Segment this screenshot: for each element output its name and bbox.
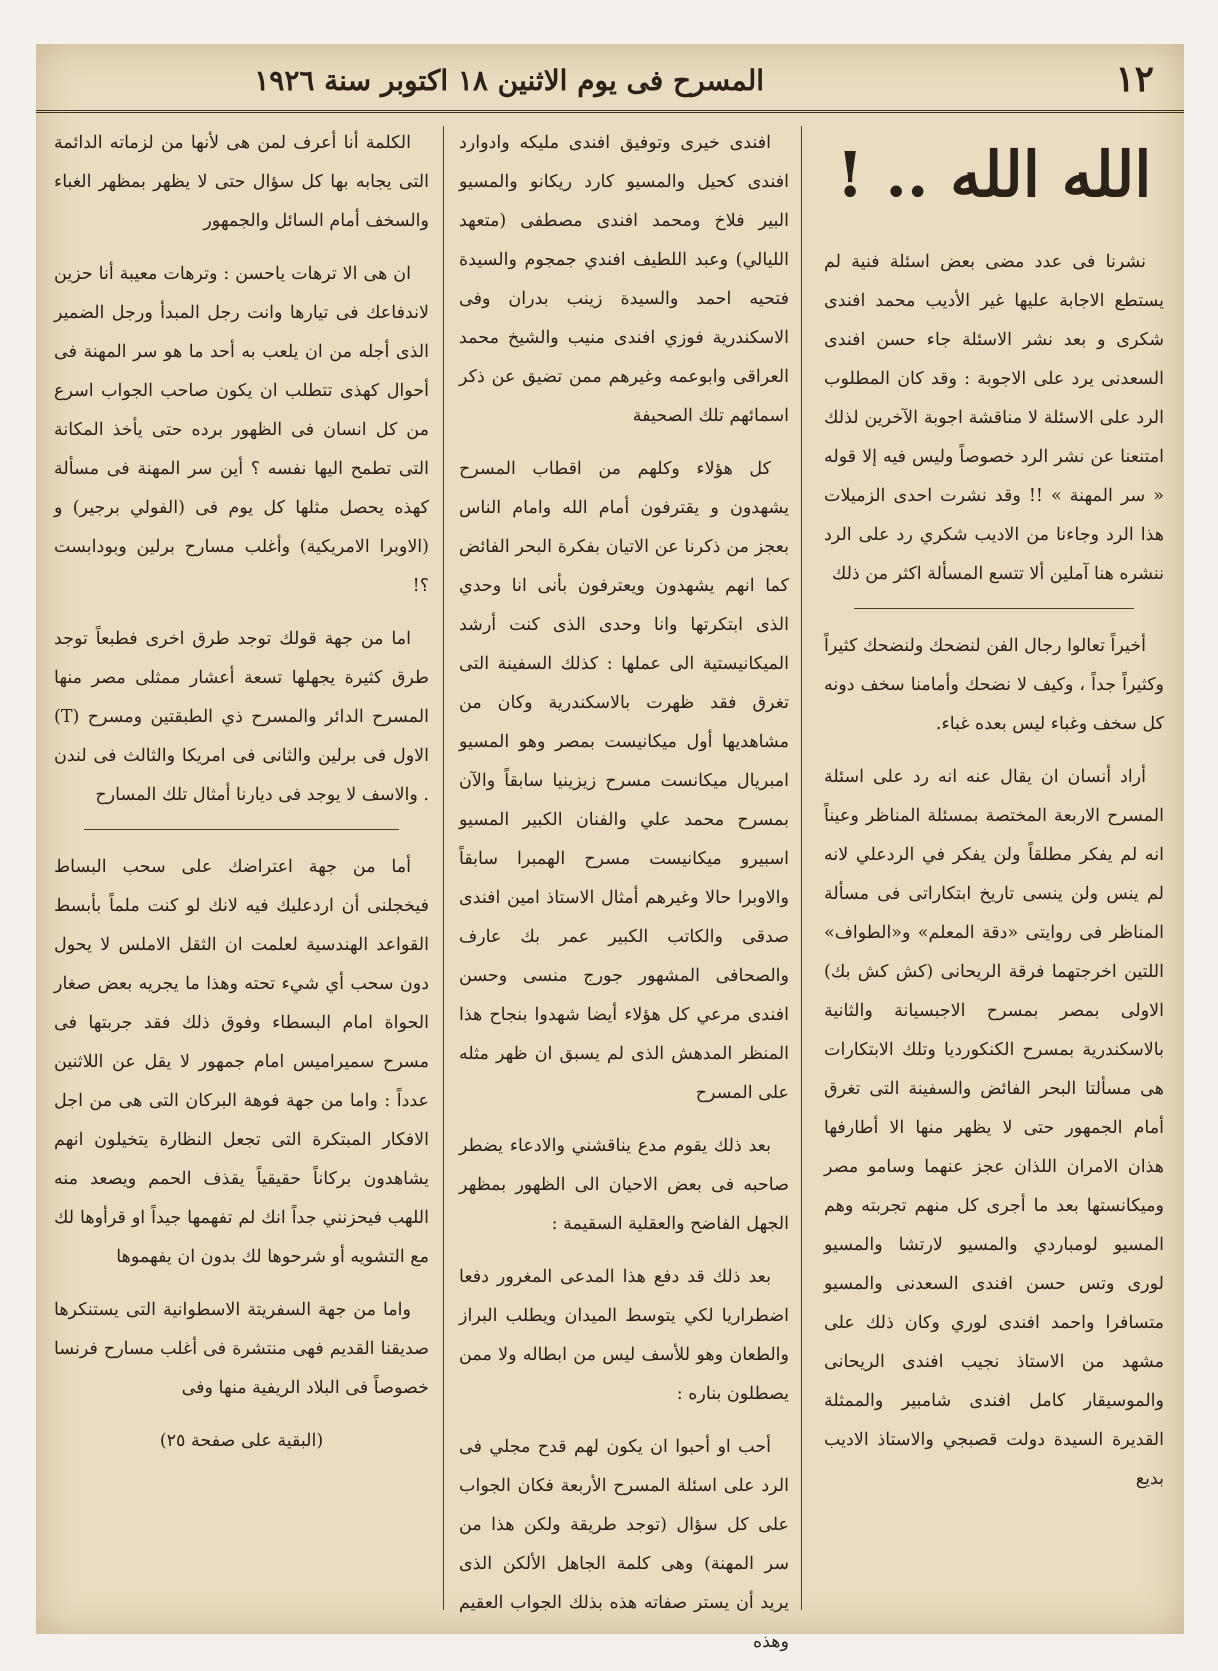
paragraph: كل هؤلاء وكلهم من اقطاب المسرح يشهدون و يقترفون أمام الله وامام الناس بعجز من ذكرنا عن الاتيان بفكرة البحر الفائض كما انهم يشهدون ويعترفون بأنى انا وحدي الذى ابتكرتها وانا وحدى الذى كنت أرشد الميكانيستية الى عملها : كذلك السفينة التى تغرق فقد ظهرت بالاسكندرية وكان من مشاهديها أول ميكانيست بمصر وهو المسيو امبريال ميكانست مسرح زيزينيا سابقاً والآن بمسرح محمد علي والفنان الكبير المسيو اسبيرو ميكانيست مسرح الهمبرا سابقاً والاوبرا حالا وغيرهم أمثال الاستاذ امين افندى صدقى والكاتب الكبير عمر بك عارف والصحافى المشهور جورج منسى وحسن افندى مرعي كل هؤلاء أيضا شهدوا بنجاح هذا المنظر المدهش الذى لم يسبق ان ظهر مثله على المسرح — [459, 459, 789, 1103]
paragraph: أخيراً تعالوا رجال الفن لنضحك ولنضحك كثيراً وكثيراً جداً ، وكيف لا نضحك وأمامنا سخف دونه كل سخف وغباء ليس بعده غباء. — [824, 635, 1164, 734]
paragraph: واما من جهة السفريتة الاسطوانية التى يستنكرها صديقنا القديم فهى منتشرة فى أغلب مسارح فرنسا خصوصاً فى البلاد الريفية منها وفى — [54, 1300, 429, 1398]
newspaper-page — [36, 44, 1184, 1652]
article-title: الله الله .. ! — [836, 138, 1152, 211]
article-column-2 — [459, 124, 789, 1652]
paragraph: افندى خيرى وتوفيق افندى مليكه وادوارد افندى كحيل والمسيو كارد ريكانو والمسيو البير فلاخ ومحمد افندى مصطفى (متعهد الليالي) وعبد اللطيف افندي جمجوم والسيدة فتحيه احمد والسيدة زينب بدران وفى الاسكندرية فوزي افندى منيب والشيخ محمد العراقى وابوعمه وغيرهم ممن تضيق عن ذكر اسمائهم تلك الصحيفة — [459, 133, 789, 426]
paragraph: أحب او أحبوا ان يكون لهم قدح مجلي فى الرد على اسئلة المسرح الأربعة فكان الجواب على كل سؤال (توجد طريقة ولكن هذا من سر المهنة) وهى كلمة الجاهل الألكن الذى يريد أن يستر صفاته هذه بذلك الجواب العقيم وهذه — [459, 1437, 789, 1652]
paragraph: أراد أنسان ان يقال عنه انه رد على اسئلة المسرح الاربعة المختصة بمسئلة المناظر وعيناً انه لم يفكر مطلقاً ولن يفكر في الردعلي لانه لم ينس ولن ينسى تاريخ ابتكاراتى فى مسألة المناظر فى روايتى «دقة المعلم» و«الطواف» اللتين اخرجتهما فرقة الريحانى (كش كش بك) الاولى بمصر بمسرح الاجبسيانة والثانية بالاسكندرية بمسرح الكنكورديا وتلك الابتكارات هى مسألتا البحر الفائض والسفينة التى تغرق أمام الجمهور حتى لا يظهر منها الا أطارفها هذان الامران اللذان عجز عنهما وسامو مصر وميكانستها بعد ما أجرى كل منهم تجربته وهم المسيو لومباردي والمسيو لارتشا والمسيو لورى وتس حسن افندى السعدنى والمسيو متسافرا واحمد افندى لوري وكان ذلك على مشهد من الاستاذ نجيب افندى الريحانى والموسيقار كامل افندى شامبير والممثلة القديرة السيدة دولت قصبجي والاستاذ الاديب بديع — [824, 766, 1164, 1489]
paragraph: نشرنا فى عدد مضى بعض اسئلة فنية لم يستطع الاجابة عليها غير الأديب محمد افندى شكرى و بعد نشر الاسئلة جاء حسن افندى السعدنى يرد على الاجوبة : وقد كان المطلوب الرد على الاسئلة لا مناقشة اجوبة الآخرين لذلك امتنعنا عن نشر الرد خصوصاً وليس فيه إلا قوله « سر المهنة » !! وقد نشرت احدى الزميلات هذا الرد وجاءنا من الاديب شكري رد على الرد ننشره هنا آملين ألا تتسع المسألة اكثر من ذلك — [824, 251, 1164, 584]
section-divider — [854, 608, 1134, 609]
paragraph: الكلمة أنا أعرف لمن هى لأنها من لزماته الدائمة التى يجابه بها كل سؤال حتى لا يظهر بمظهر الغباء والسخف أمام السائل والجمهور — [54, 133, 429, 231]
continuation-note: (البقية على صفحة ٢٥) — [159, 1431, 324, 1451]
paragraph: اما من جهة قولك توجد طرق اخرى فطبعاً توجد طرق كثيرة يجهلها تسعة أعشار ممثلى مصر منها المسرح الدائر والمسرح ذي الطبقتين ومسرح (T) الاول فى برلين والثانى فى امريكا والثالث فى لندن . والاسف لا يوجد فى ديارنا أمثال تلك المسارح — [54, 629, 429, 805]
column-divider — [443, 126, 444, 1610]
section-divider — [84, 829, 399, 830]
paragraph: ان هى الا ترهات ياحسن : وترهات معيبة أنا حزين لاندفاعك فى تيارها وانت رجل المبدأ ورجل الضمير الذى أجله من ان يلعب به أحد ما هو سر المهنة فى أحوال كهذى تتطلب ان يكون صاحب الجواب اسرع من كل انسان فى الظهور برده حتى يأخذ المكانة التى تطمح اليها نفسه ؟ أين سر المهنة فى مسألة كهذه يحصل مثلها كل يوم فى (الفولي برجير) و (الاوبرا الامريكية) وأغلب مسارح برلين وبودابست ؟! — [54, 264, 429, 596]
page-header — [36, 58, 1184, 113]
article-column-3 — [54, 124, 429, 1614]
paragraph: بعد ذلك قد دفع هذا المدعى المغرور دفعا اضطراريا لكي يتوسط الميدان ويطلب البراز والطعان وهو للأسف ليس من ابطاله ولا ممن يصطلون بناره : — [459, 1267, 789, 1404]
page-number: ١٢ — [1115, 58, 1154, 100]
paragraph: أما من جهة اعتراضك على سحب البساط فيخجلنى أن اردعليك فيه لانك لو كنت ملماً بأبسط القواعد الهندسية لعلمت ان الثقل الاملس لا يحول دون سحب أي شيء تحته وهذا ما يجريه بعض صغار الحواة امام البسطاء وفوق ذلك فقد جربتها فى مسرح سميراميس امام جمهور لا يقل عن اللاثنين عدداً : واما من جهة فوهة البركان التى هى من اجل الافكار المبتكرة التى تجعل النظارة يتخيلون انهم يشاهدون بركاناً حقيقياً يقذف الحمم ويصعد منه اللهب فيحزنني جداً انك لم تفهمها جيداً او قرأوها لك مع التشويه أو شرحوها لك بدون ان يفهموها — [54, 857, 429, 1267]
article-column-1 — [824, 124, 1164, 1614]
header-title: المسرح فى يوم الاثنين ١٨ اكتوبر سنة ١٩٢٦ — [254, 64, 764, 97]
paragraph: بعد ذلك يقوم مدع يناقشني والادعاء يضطر صاحبه فى بعض الاحيان الى الظهور بمظهر الجهل الفاضح والعقلية السقيمة : — [459, 1136, 789, 1234]
column-divider — [801, 126, 802, 1610]
